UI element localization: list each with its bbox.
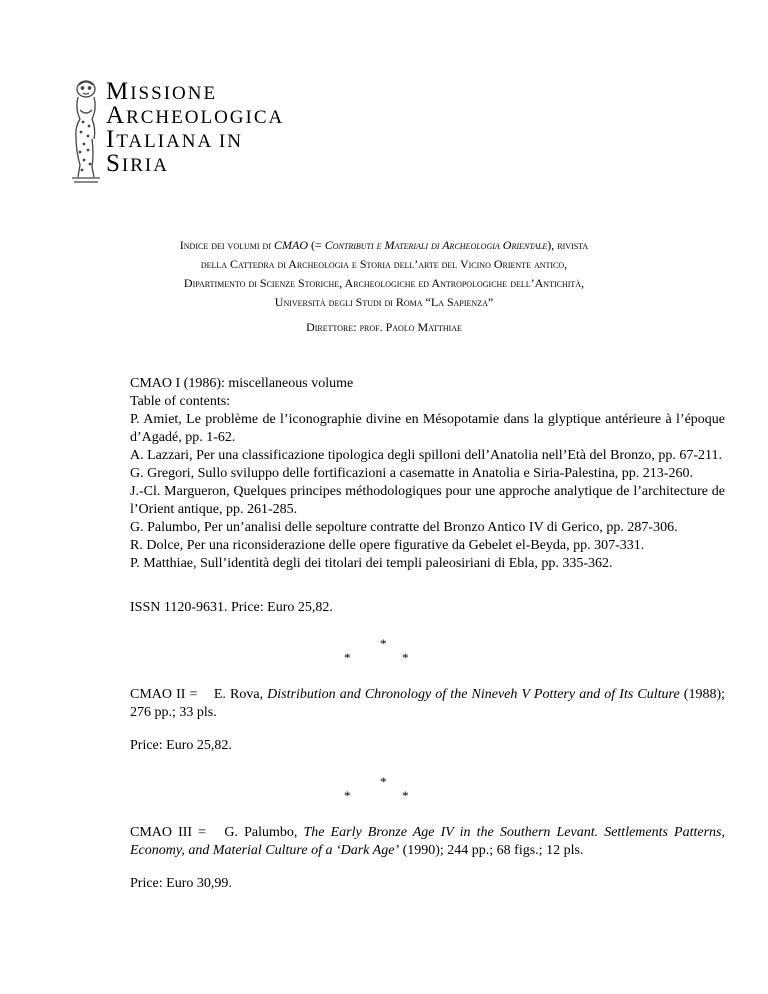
volume-2-entry: CMAO II = E. Rova, Distribution and Chronology of the Nineveh V Pottery and of Its Culture (1988); 276 pp.; 33 pls. <box>130 687 725 720</box>
header-line-4: Università degli Studi di Roma “La Sapienza” <box>274 295 494 309</box>
document-header <box>40 236 728 312</box>
header-line-2: della Cattedra di Archeologia e Storia dell’arte del Vicino Oriente antico, <box>200 257 568 271</box>
director-line: Direttore: prof. Paolo Matthiae <box>306 320 462 334</box>
header-line-1: Indice dei volumi di CMAO (= Contributi e Materiali di Archeologia Orientale), rivista <box>179 238 589 252</box>
volume-1-issn: ISSN 1120-9631. Price: Euro 25,82. <box>130 600 333 615</box>
star: * <box>402 788 409 803</box>
volume-1-title: CMAO I (1986): miscellaneous volume <box>130 376 354 391</box>
volume-3-entry: CMAO III = G. Palumbo, The Early Bronze Age IV in the Southern Levant. Settlements Patterns, Economy, and Material Culture of a ‘Dark Age’ (1990); 244 pp.; 68 figs.; 12 pls. <box>130 825 726 858</box>
mais-logo <box>66 76 366 186</box>
star: * <box>380 774 387 789</box>
lion-statue-icon <box>66 76 106 186</box>
star: * <box>380 636 387 651</box>
star: * <box>402 650 409 665</box>
logo-line: ITALIANA IN <box>106 126 243 153</box>
header-line-3: Dipartimento di Scienze Storiche, Archeologiche ed Antropologiche dell’Antichità, <box>183 276 585 290</box>
volume-2-price: Price: Euro 25,82. <box>130 738 232 753</box>
star: * <box>344 650 351 665</box>
toc-entry: P. Amiet, Le problème de l’iconographie divine en Mésopotamie dans la glyptique antérieure à l’époque d’Agadé, pp. 1-62. <box>130 412 725 445</box>
logo-wordmark <box>106 80 284 176</box>
logo-line: ARCHEOLOGICA <box>106 102 285 129</box>
toc-entry: R. Dolce, Per una riconsiderazione delle opere figurative da Gebelet el-Beyda, pp. 307-331. <box>130 538 645 553</box>
toc-label: Table of contents: <box>130 394 231 409</box>
toc-entry: P. Matthiae, Sull’identità degli dei titolari dei templi paleosiriani di Ebla, pp. 335-362. <box>130 556 613 571</box>
separator-stars <box>340 636 420 666</box>
volume-3-price: Price: Euro 30,99. <box>130 876 232 891</box>
star: * <box>344 788 351 803</box>
toc-entry: A. Lazzari, Per una classificazione tipologica degli spilloni dell’Anatolia nell’Età del Bronzo, pp. 67-211. <box>130 448 722 463</box>
separator-stars <box>340 774 420 804</box>
volume-1-section <box>130 375 725 573</box>
logo-line: SIRIA <box>106 150 169 177</box>
logo-line: MISSIONE <box>106 78 218 105</box>
toc-entry: G. Palumbo, Per un’analisi delle sepolture contratte del Bronzo Antico IV di Gerico, pp. 287-306. <box>130 520 678 535</box>
toc-entry: J.-Cl. Margueron, Quelques principes méthodologiques pour une approche analytique de l’architecture de l’Orient antique, pp. 261-285. <box>130 484 725 517</box>
toc-entry: G. Gregori, Sullo sviluppo delle fortificazioni a casematte in Anatolia e Siria-Palestina, pp. 213-260. <box>130 466 693 481</box>
